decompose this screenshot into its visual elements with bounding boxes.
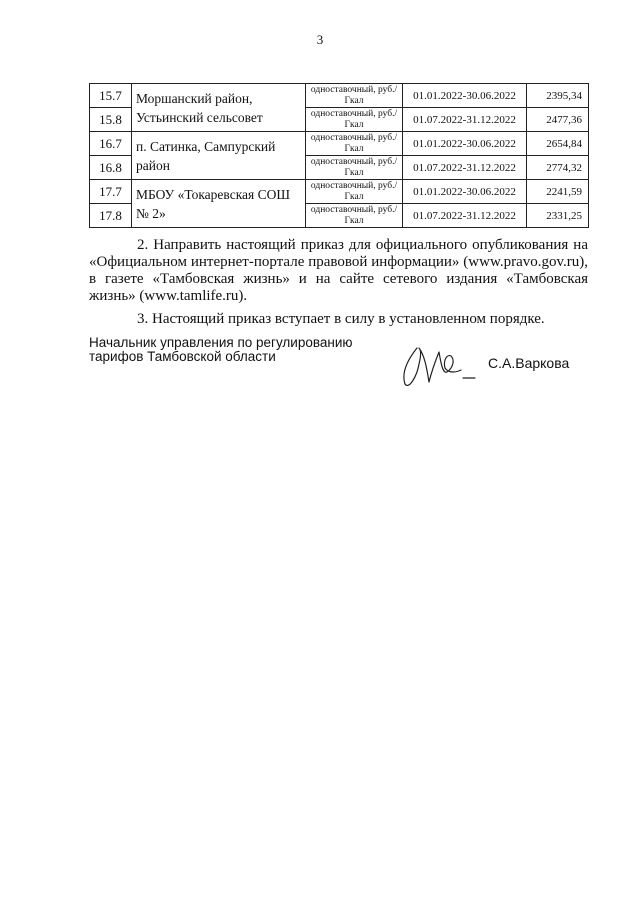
row-number: 17.7 xyxy=(90,180,132,204)
signer-position-line: тарифов Тамбовской области xyxy=(89,349,276,364)
signer-name: С.А.Варкова xyxy=(488,355,570,371)
clause-2-paragraph xyxy=(89,237,588,305)
tariff-value: 2395,34 xyxy=(527,84,589,108)
tariff-value: 2654,84 xyxy=(527,132,589,156)
page-number: 3 xyxy=(316,32,324,47)
consumer-name: Моршанский район, Устьинский сельсовет xyxy=(132,84,306,132)
row-number: 16.8 xyxy=(90,156,132,180)
period: 01.07.2022-31.12.2022 xyxy=(403,108,527,132)
table-row xyxy=(90,180,589,204)
clause-2-line: в газете «Тамбовская жизнь» и на сайте сетевого издания «Тамбовская xyxy=(89,271,588,287)
period: 01.01.2022-30.06.2022 xyxy=(403,84,527,108)
period: 01.07.2022-31.12.2022 xyxy=(403,156,527,180)
clause-2-line: «Официальном интернет-портале правовой информации» (www.pravo.gov.ru), xyxy=(89,254,588,270)
tariff-table xyxy=(89,83,589,228)
consumer-name: МБОУ «Токаревская СОШ № 2» xyxy=(132,180,306,228)
clause-2-line: 2. Направить настоящий приказ для официального опубликования на xyxy=(137,237,588,253)
tariff-value: 2774,32 xyxy=(527,156,589,180)
clause-3-paragraph: 3. Настоящий приказ вступает в силу в установленном порядке. xyxy=(137,311,545,327)
tariff-value: 2477,36 xyxy=(527,108,589,132)
rate-type: одноставочный, руб./Гкал xyxy=(306,180,403,204)
rate-type: одноставочный, руб./Гкал xyxy=(306,108,403,132)
rate-type: одноставочный, руб./Гкал xyxy=(306,84,403,108)
row-number: 15.8 xyxy=(90,108,132,132)
period: 01.07.2022-31.12.2022 xyxy=(403,204,527,228)
period: 01.01.2022-30.06.2022 xyxy=(403,132,527,156)
rate-type: одноставочный, руб./Гкал xyxy=(306,204,403,228)
rate-type: одноставочный, руб./Гкал xyxy=(306,156,403,180)
handwritten-signature xyxy=(395,342,485,392)
table-row xyxy=(90,132,589,156)
tariff-value: 2331,25 xyxy=(527,204,589,228)
clause-2-line: жизнь» (www.tamlife.ru). xyxy=(89,288,248,304)
rate-type: одноставочный, руб./Гкал xyxy=(306,132,403,156)
table-row xyxy=(90,84,589,108)
row-number: 17.8 xyxy=(90,204,132,228)
tariff-value: 2241,59 xyxy=(527,180,589,204)
row-number: 16.7 xyxy=(90,132,132,156)
signer-position-line: Начальник управления по регулированию xyxy=(89,335,353,350)
row-number: 15.7 xyxy=(90,84,132,108)
consumer-name: п. Сатинка, Сампурский район xyxy=(132,132,306,180)
period: 01.01.2022-30.06.2022 xyxy=(403,180,527,204)
signer-position xyxy=(89,336,353,364)
